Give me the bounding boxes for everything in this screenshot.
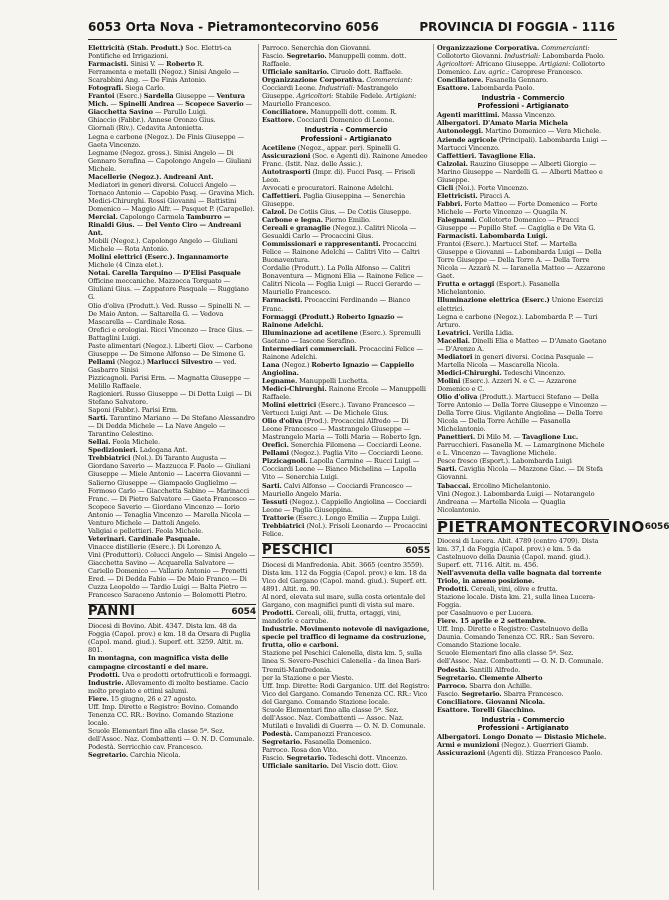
directory-entry: Giornali (Riv.). Cedavita Antonietta. xyxy=(88,124,204,133)
directory-entry: Prodotti. Uva e prodotti ortofrutticoli e formaggi. xyxy=(88,670,252,679)
town-code: 6054 xyxy=(231,607,256,618)
directory-entry: Cereali e granaglie (Negoz.). Calitri Nicola — Gesualdi Carlo — Procaccini Gius. xyxy=(262,224,417,241)
directory-entry: Farmacisti. Labombarda Luigi. xyxy=(437,232,548,241)
directory-entry: Carbone e legna. Pierno Emilio. xyxy=(262,215,371,224)
directory-entry: Podestà. Campanozzi Francesco. xyxy=(262,729,372,738)
directory-entry: Diocesi di Bovino. Abit. 4347. Dista km. 48 da Foggia (Capol. prov.) e km. 18 da Orsara di Puglia (Capol. mand. giud.). Superf. ett. 3259. Altit. m. 801. xyxy=(88,622,251,655)
directory-entry: Mercial. Capolongo Carmela Tamburro — Rinaldi Gius. — Del Vento Ciro — Andreani Ant. xyxy=(88,212,242,238)
directory-entry: Fabbri. Forte Matteo — Forte Domenico — Forte Michele — Forte Vincenzo — Quagila N. xyxy=(437,199,598,216)
directory-entry: Uff. Imp. Dirette: Rodi Garganico. Uff. del Registro: Vico del Gargano. Comando Tenenza CC. RR.: Vico del Gargano. Comando Stazione locale. xyxy=(262,681,430,706)
directory-entry: Medici-Chirurghi. Rainone Ercole — Manuppelli Raffaele. xyxy=(262,384,426,402)
directory-entry: Orefici e orologiai. Ricci Vincenzo — Irace Gius. — Battaglini Luigi. xyxy=(88,325,253,342)
directory-entry: Parroco. Rosa don Vito. xyxy=(262,745,339,754)
directory-entry: per Casalnuovo e per Lucera. xyxy=(437,609,533,618)
directory-entry: Sarti. Calvi Alfonso — Cocciardi Francesco — Mauriello Angelo Maria. xyxy=(262,481,412,498)
directory-entry: Stazione locale. Dista km. 21, sulla linea Lucera-Foggia. xyxy=(437,593,596,610)
directory-entry: Fiere. 15 giugno, 26 e 27 agosto. xyxy=(88,694,197,703)
directory-entry: Podestà. Santilli Alfredo. xyxy=(437,665,521,674)
directory-entry: Molini elettrici (Eserc.). Ingannamorte Michele (4 Cinza elet.). xyxy=(88,253,229,270)
directory-entry: Ghiaccio (Fabbr.). Annese Oronzo Gius. xyxy=(88,116,216,125)
directory-entry: Scuole Elementari fino alla classe 5ª. Sez. dell'Assoc. Naz. Combattenti — O. N. D. Comunale. xyxy=(88,726,255,743)
header-left: 6053 Orta Nova - Pietramontecorvino 6056 xyxy=(88,20,379,34)
directory-entry: Avvocati e procuratori. Rainone Adelchi. xyxy=(262,183,394,192)
header-rule xyxy=(88,39,617,40)
directory-entry: Frantoi (Eserc.) Sardella Giuseppe — Ventura Mich. — Spinelli Andrea — Scopece Saverio — Giacchetta Savino — Parullo Luigi. xyxy=(88,92,252,117)
directory-entry: Paste alimentari (Negoz.). Liberti Giov. — Carbone Giuseppe — De Simone Alfonso — De Simone G. xyxy=(88,341,253,358)
directory-entry: Saponi (Fabbr.). Parisi Erm. xyxy=(88,406,178,415)
directory-entry: Esattore. Cocciardi Domenico di Leone. xyxy=(262,116,395,125)
directory-entry: Organizzazione Corporativa. Commerciant: Cocciardi Leone. Industriali: Mastrangelo Giuseppe. Agricoltori: Stabile Fedele. Artigiani: Mauriello Francesco. xyxy=(262,76,417,109)
town-name: PANNI xyxy=(88,604,136,620)
directory-entry: Molini elettrici (Eserc.). Tavano Francesco — Vertucci Luigi Ant. — De Michele Gius. xyxy=(262,401,415,418)
directory-entry: Caffettieri. Paglia Giuseppina — Senerchia Giuseppe. xyxy=(262,191,406,208)
directory-entry: Olio d'oliva (Produtt.). Martucci Stefano — Della Torre Antonio — Della Torre Giuseppe e Vincenzo — Della Torre Gius. Vigilante Angiolina — Della Torre Nicola — Della Torre Achille — Fasanella Michelantonio. xyxy=(437,393,607,434)
directory-entry: Lana (Negoz.) Roberto Ignazio — Cappiello Angiolina. xyxy=(262,360,414,377)
directory-entry: Tessuti (Negoz.). Cappiello Angiolina — Cocciardi Leone — Paglia Giuseppina. xyxy=(262,497,427,514)
directory-entry: Legna e carbone (Negoz.). De Finis Giuseppe — Gaeta Vincenzo. xyxy=(88,132,245,149)
directory-entry: Assicurazioni (Soc. e Agenti di). Rainone Amedeo Franc. (Istit. Naz. delle Assic.). xyxy=(262,151,428,168)
directory-entry: Segretario. Clemente Alberto xyxy=(437,673,543,682)
directory-entry: Pizzicagnoli. Lapolla Carmine — Rucci Luigi — Cocciardi Leone — Bianco Michelina — Lapolla Vito — Senerchia Luigi. xyxy=(262,457,420,482)
directory-entry: Orefici. Senerchia Filomena — Cocciardi Leone. xyxy=(262,441,422,450)
directory-entry: Assicurazioni (Agenti di). Stizza Francesco Paolo. xyxy=(437,748,603,757)
directory-entry: Fotografi. Siega Carlo. xyxy=(88,84,165,93)
directory-entry: Trebbiatrici (Nol.). Di Taranto Augusta — Giordano Saverio — Mazzucca F. Paolo — Giuliani Giuseppe — Miele Antonio — Lacerra Giovanni — Salierno Giuseppe — Giampaolo Guglielmo — Formoso Carlo — Giacchetta Sabino — Marinacci Franc. — Di Pietro Salvatore — Gaeta Francesco — Scopece Saverio — Giordano Vincenzo — Iorio Antonio — Tenaglia Vincenzo — Marella Nicola — Venturo Michele — Dattoli Angelo. xyxy=(88,454,256,527)
directory-entry: Farmacisti. Procaccini Ferdinando — Bianco Franc. xyxy=(262,296,411,313)
directory-entry: Ufficiale sanitario. Del Viscio dott. Giov. xyxy=(262,762,399,771)
directory-entry: Calzol. De Cotiis Gius. — De Cotiis Giuseppe. xyxy=(262,207,412,216)
directory-entry: Tabaccai. Ercolino Michelantonio. xyxy=(437,481,551,490)
directory-entry: Medici-Chirurghi. Tedeschi Vincenzo. xyxy=(437,368,566,377)
directory-entry: In montagna, con magnifica vista delle campagne circostanti e del mare. xyxy=(88,654,229,671)
directory-entry: Stazione pel Peschici Calenella, dista km. 5, sulla linea S. Severo-Peschici Calenella - da linea Bari-Tremiti-Manfredonia. xyxy=(262,649,422,674)
town-heading xyxy=(437,517,669,536)
town-name: PESCHICI xyxy=(262,542,334,558)
directory-entry: Scuole Elementari fino alla classe 5ª. Sez. dell'Assoc. Naz. Combattenti — O. N. D. Comunale. xyxy=(437,649,604,666)
directory-entry: Ferramenta e metalli (Negoz.) Sinisi Angelo — Scarabbini Ang. — De Finis Antonio. xyxy=(88,68,240,85)
directory-entry: Fascio. Segretario. Manuppelli comm. dott. Raffaele. xyxy=(262,52,407,69)
directory-entry: Valigiai e pellettieri. Feola Michele. xyxy=(88,526,204,535)
directory-entry: Vinacce distillerie (Eserc.). Di Lorenzo A. xyxy=(88,542,222,551)
directory-entry: Scuole Elementari fino alla classe 5ª. Sez. dell'Assoc. Naz. Combattenti — Assoc. Naz. Mutilati e Invalidi di Guerra — O. N. D. Comunale. xyxy=(262,705,426,730)
directory-entry: Segretario. Fasanella Domenico. xyxy=(262,737,372,746)
directory-entry: Officine meccaniche. Mazzocca Torquato — Giuliani Gius. — Zappatore Pasquale — Ruggiano G. xyxy=(88,277,249,302)
directory-entry: Conciliatore. Giovanni Nicola. xyxy=(437,697,545,706)
directory-entry: Legna e carbone (Negoz.). Labombarda P. — Turi Arturo. xyxy=(437,312,598,329)
column-divider xyxy=(433,44,434,890)
directory-entry: Elettricisti. Piracci A. xyxy=(437,191,511,200)
directory-entry: Trebbiatrici (Nol.). Frisoli Leonardo — Procaccini Felice. xyxy=(262,521,428,538)
directory-entry: Illuminazione elettrica (Eserc.) Unione Esercizi elettrici. xyxy=(437,296,603,313)
town-code: 6056 xyxy=(644,521,669,532)
town-heading xyxy=(88,604,256,619)
directory-entry: Commissionari e rappresentanti. Procaccini Felice — Rainone Adelchi — Calitri Vito — Caltri Buonaventura. xyxy=(262,240,420,265)
directory-entry: Olio d'oliva (Produtt.). Ved. Russo — Spinelli N. — De Maio Anton. — Saltarella G. — Vedova Mascarella — Cardinale Rosa. xyxy=(88,301,251,326)
directory-entry: Al nord, elevata sul mare, sulla costa orientale del Gargano, con magnifici punti di vista sul mare. xyxy=(262,593,425,610)
directory-entry: Vini (Produttori). Colucci Angelo — Sinisi Angelo — Giacchetta Savino — Acquarella Salvatore — Cariello Domenico — Vallario Antonio — Prenetti Ered. — Di Dedda Fabio — De Maio Franco — Di Cuzza Leopoldo — Tardio Luigi — Balta Pietro — Francesco Saraceno Antonio — Bolomotti Pietro. xyxy=(88,550,256,600)
directory-entry: Vini (Negoz.). Labombarda Luigi — Notarangelo Andreana — Martella Nicola — Quaglia Nicolantonio. xyxy=(437,489,595,514)
directory-entry: Mediatori in generi diversi. Colucci Angelo — Tornaco Antonio — Capobio Pasq. — Gravina Mich. xyxy=(88,180,255,197)
directory-entry: Trattorie (Eserc.). Longo Emilia — Zuppa Luigi. xyxy=(262,513,421,522)
directory-entry: Fascio. Segretario. Sbarra Francesco. xyxy=(437,689,564,698)
directory-entry: Acetilene (Negoz., appar. per). Spinelli G. xyxy=(262,143,401,152)
directory-entry: Spedizionieri. Ladogana Ant. xyxy=(88,446,188,455)
directory-entry: Nell'avvenuta della valle bagnata dal torrente Triolo, in ameno posizione. xyxy=(437,568,602,585)
town-heading xyxy=(262,543,430,558)
directory-entry: Pizzicagnoli. Parisi Erm. — Magnatta Giuseppe — Melillo Raffaele. xyxy=(88,373,250,390)
directory-entry: Intermediari commerciali. Procaccini Felice — Rainone Adelchi. xyxy=(262,344,423,361)
directory-entry: Industrie. Allevamento di molto bestiame. Cacio molto pregiato e ottimi salumi. xyxy=(88,678,249,695)
column-2 xyxy=(262,44,430,890)
directory-entry: Mobili (Negoz.). Capolongo Angelo — Giuliani Michele — Rota Antonio. xyxy=(88,237,238,254)
directory-entry: Legname. Manuppelli Luchetta. xyxy=(262,376,369,385)
directory-entry: Fiere. 15 aprile e 2 settembre. xyxy=(437,617,546,626)
directory-entry: Armi e munizioni (Negoz.). Guerrieri Giamb. xyxy=(437,740,589,749)
directory-entry: Prodotti. Cereali, vini, olive e frutta. xyxy=(437,585,558,594)
directory-entry: Macellai. Dinelli Elia e Matteo — D'Amato Gaetano — D'Arenzo A. xyxy=(437,336,607,353)
town-name: PIETRAMONTECORVINO xyxy=(437,517,645,536)
directory-entry: Fascio. Segretario. Tedeschi dott. Vincenzo. xyxy=(262,754,408,763)
header-right: PROVINCIA DI FOGGIA - 1116 xyxy=(419,20,615,34)
directory-entry: Industrie. Movimento notevole di navigazione, specie pel traffico di legname da costruzione, frutta, olio e carboni. xyxy=(262,625,430,650)
section-heading: Industria - Commercio Professioni - Artigianato xyxy=(300,126,392,143)
directory-entry: Conciliatore. Fasanella Gennaro. xyxy=(437,76,549,85)
directory-entry: per la Stazione e per Vieste. xyxy=(262,673,354,682)
directory-entry: Pellami (Negoz.). Paglia Vito — Cocciardi Leone. xyxy=(262,449,424,458)
directory-entry: Cicli (Noi.). Forte Vincenzo. xyxy=(437,183,529,192)
column-3 xyxy=(437,44,669,890)
directory-entry: Notai. Carella Tarquino — D'Elisi Pasquale xyxy=(88,269,241,278)
directory-entry: Prodotti. Cereali, olii, frutta, ortaggi, vini, mandorle e carrube. xyxy=(262,609,401,626)
directory-entry: Panettieri. Di Milo M. — Tavaglione Luc. xyxy=(437,433,579,442)
column-divider xyxy=(258,44,259,890)
directory-entry: Falegnami. Collotorto Domenico — Piracci Giuseppe — Pupillo Stef. — Cagiglia e De Vita G. xyxy=(437,215,596,233)
directory-entry: Parroco. Sbarra don Achille. xyxy=(437,681,532,690)
directory-entry: Pellami (Negoz.) Marlucci Silvestro — ved. Gasbarro Sinisi xyxy=(88,357,237,374)
directory-entry: Segretario. Carchia Nicola. xyxy=(88,751,181,760)
directory-entry: Conciliatore. Manuppelli dott. comm. R. xyxy=(262,108,397,117)
directory-entry: Esattore. Labombarda Paolo. xyxy=(437,84,535,93)
section-heading: Industria - Commercio Professioni - Artigianato xyxy=(477,94,569,111)
directory-entry: Molini (Eserc.). Azzeri N. e C. — Azzarone Domenico e C. xyxy=(437,376,577,393)
directory-entry: Macellerie (Negoz.). Andreani Ant. xyxy=(88,172,214,181)
directory-entry: Sellai. Feola Michele. xyxy=(88,438,160,447)
directory-entry: Cordalie (Produtt.). La Polla Alfonso — Calitri Bonaventura — Mignoni Elia — Rainone Felice — Calitri Nicola — Foglia Luigi — Rucci Gerardo — Mauriello Francesco. xyxy=(262,264,423,297)
directory-entry: Parrucchieri. Fasanella M. — Lamarginone Michele e L. Vincenzo — Tavaglione Michele. xyxy=(437,441,605,458)
directory-entry: Levatrici. Verilla Lidia. xyxy=(437,328,514,337)
directory-entry: Uff. Imp. Dirette e Registro: Bovino. Comando Tenenza CC. RR.: Bovino. Comando Stazione locale. xyxy=(88,702,239,727)
directory-entry: Diocesi di Lucera. Abit. 4789 (centro 4709). Dista km. 37,1 da Foggia (Capol. prov.) e km. 5 da Castelnuovo della Daunia (Capol. mand. giud.). Superf. ett. 7116. Altit. m. 456. xyxy=(437,536,599,569)
directory-entry: Autonoleggi. Martino Domenico — Vera Michele. xyxy=(437,127,602,136)
directory-entry: Illuminazione ad acetilene (Eserc.). Spremulli Gaetano — Iascone Serafino. xyxy=(262,328,421,345)
directory-entry: Formaggi (Produtt.) Roberto Ignazio — Rainone Adelchi. xyxy=(262,312,404,329)
section-heading: Industria - Commercio Professioni - Artigianato xyxy=(477,715,569,732)
directory-entry: Sarti. Tarantino Mariano — De Stefano Alessandro — Di Dedda Michele — La Nave Angelo — Tarantino Celestino. xyxy=(88,414,255,439)
directory-entry: Organizzazione Corporativa. Commercianti: Collotorto Giovanni. Industriali: Labombarda Paolo. Agricoltori: Africano Giuseppe. Artigiani: Collotorto Domenico. Lav. agric.: Caroprese Francesco. xyxy=(437,44,605,77)
directory-entry: Uff. Imp. Dirette e Registro: Castelnuovo della Daunia. Comando Tenenza CC. RR.: San Severo. Comando Stazione locale. xyxy=(437,625,595,650)
page-header xyxy=(88,20,615,38)
directory-entry: Podestà. Serricchio cav. Francesco. xyxy=(88,742,203,751)
directory-entry: Ufficiale sanitario. Ciruolo dott. Raffaele. xyxy=(262,68,403,77)
directory-entry: Frantoi (Eserc.). Martucci Stef. — Martella Giuseppe e Giovanni — Labombarda Luigi — Della Torre Giuseppe — Della Torre A. — Della Torre Nicola — Azzarà N. — Iaranella Matteo — Azzarone Gaet. xyxy=(437,240,606,281)
directory-entry: Agenti marittimi. Massa Vincenzo. xyxy=(437,111,556,120)
directory-entry: Aziende agricole (Principali). Labombarda Luigi — Martucci Vincenzo. xyxy=(437,135,608,152)
directory-entry: Medici-Chirurghi. Rossi Giovanni — Battistini Domenico — Maggio Alfr. — Pasquet P. (Carapelle). xyxy=(88,196,255,213)
column-1 xyxy=(88,44,256,890)
directory-entry: Veterinari. Cardinale Pasquale. xyxy=(88,534,201,543)
town-code: 6055 xyxy=(405,545,430,556)
directory-entry: Elettricità (Stab. Produtt.) Soc. Elettri-ca Pontifiche ed Irrigazioni. xyxy=(88,44,232,61)
directory-entry: Ragionieri. Russo Giuseppe — Di Detta Luigi — Di Stefano Salvatore. xyxy=(88,390,252,407)
directory-entry: Pesce fresco (Esport.). Labombarda Luigi xyxy=(437,457,572,466)
directory-entry: Olio d'oliva (Prod.). Procaccini Alfredo — Di Leone Francesco — Mastrangelo Giuseppe — Mastrangelo Maria — Tolli Maria — Roberto Ign. xyxy=(262,417,422,442)
directory-entry: Autotrasporti (Impr. di). Fucci Pasq. — Frisoli Leon. xyxy=(262,167,416,184)
directory-entry: Farmacisti. Sinisi V. — Roberto R. xyxy=(88,60,204,69)
directory-entry: Mediatori in generi diversi. Cocina Pasquale — Martella Nicola — Mascarella Nicola. xyxy=(437,352,594,369)
directory-entry: Esattore. Torelli Giacchino. xyxy=(437,705,536,714)
directory-entry: Sarti. Caviglia Nicola — Mazzone Giac. — Di Stefa Giovanni. xyxy=(437,465,603,482)
directory-entry: Albergatori. Longo Donato — Distasio Michele. xyxy=(437,732,607,741)
directory-entry: Frutta e ortaggi (Esport.). Fasanella Michelantonio. xyxy=(437,280,560,297)
directory-entry: Legname (Negoz. gross.). Sinisi Angelo — Di Gennaro Serafina — Capolongo Angelo — Giuliani Michele. xyxy=(88,148,252,173)
directory-entry: Parroco. Senerchia don Giovanni. xyxy=(262,44,371,52)
directory-entry: Albergatori. D'Amato Maria Michela xyxy=(437,119,568,128)
directory-entry: Caffettieri. Tavaglione Elia. xyxy=(437,151,536,160)
directory-entry: Diocesi di Manfredonia. Abit. 3665 (centro 3559). Dista km. 112 da Foggia (Capol. prov.) e km. 18 da Vico del Gargano (Capol. mand. giud.). Superf. ett. 4891. Altit. m. 90. xyxy=(262,560,427,594)
directory-entry: Calzolai. Rauzino Giuseppe — Alberti Giorgio — Marino Giuseppe — Nardelli G. — Alberti Matteo e Giuseppe. xyxy=(437,159,603,184)
